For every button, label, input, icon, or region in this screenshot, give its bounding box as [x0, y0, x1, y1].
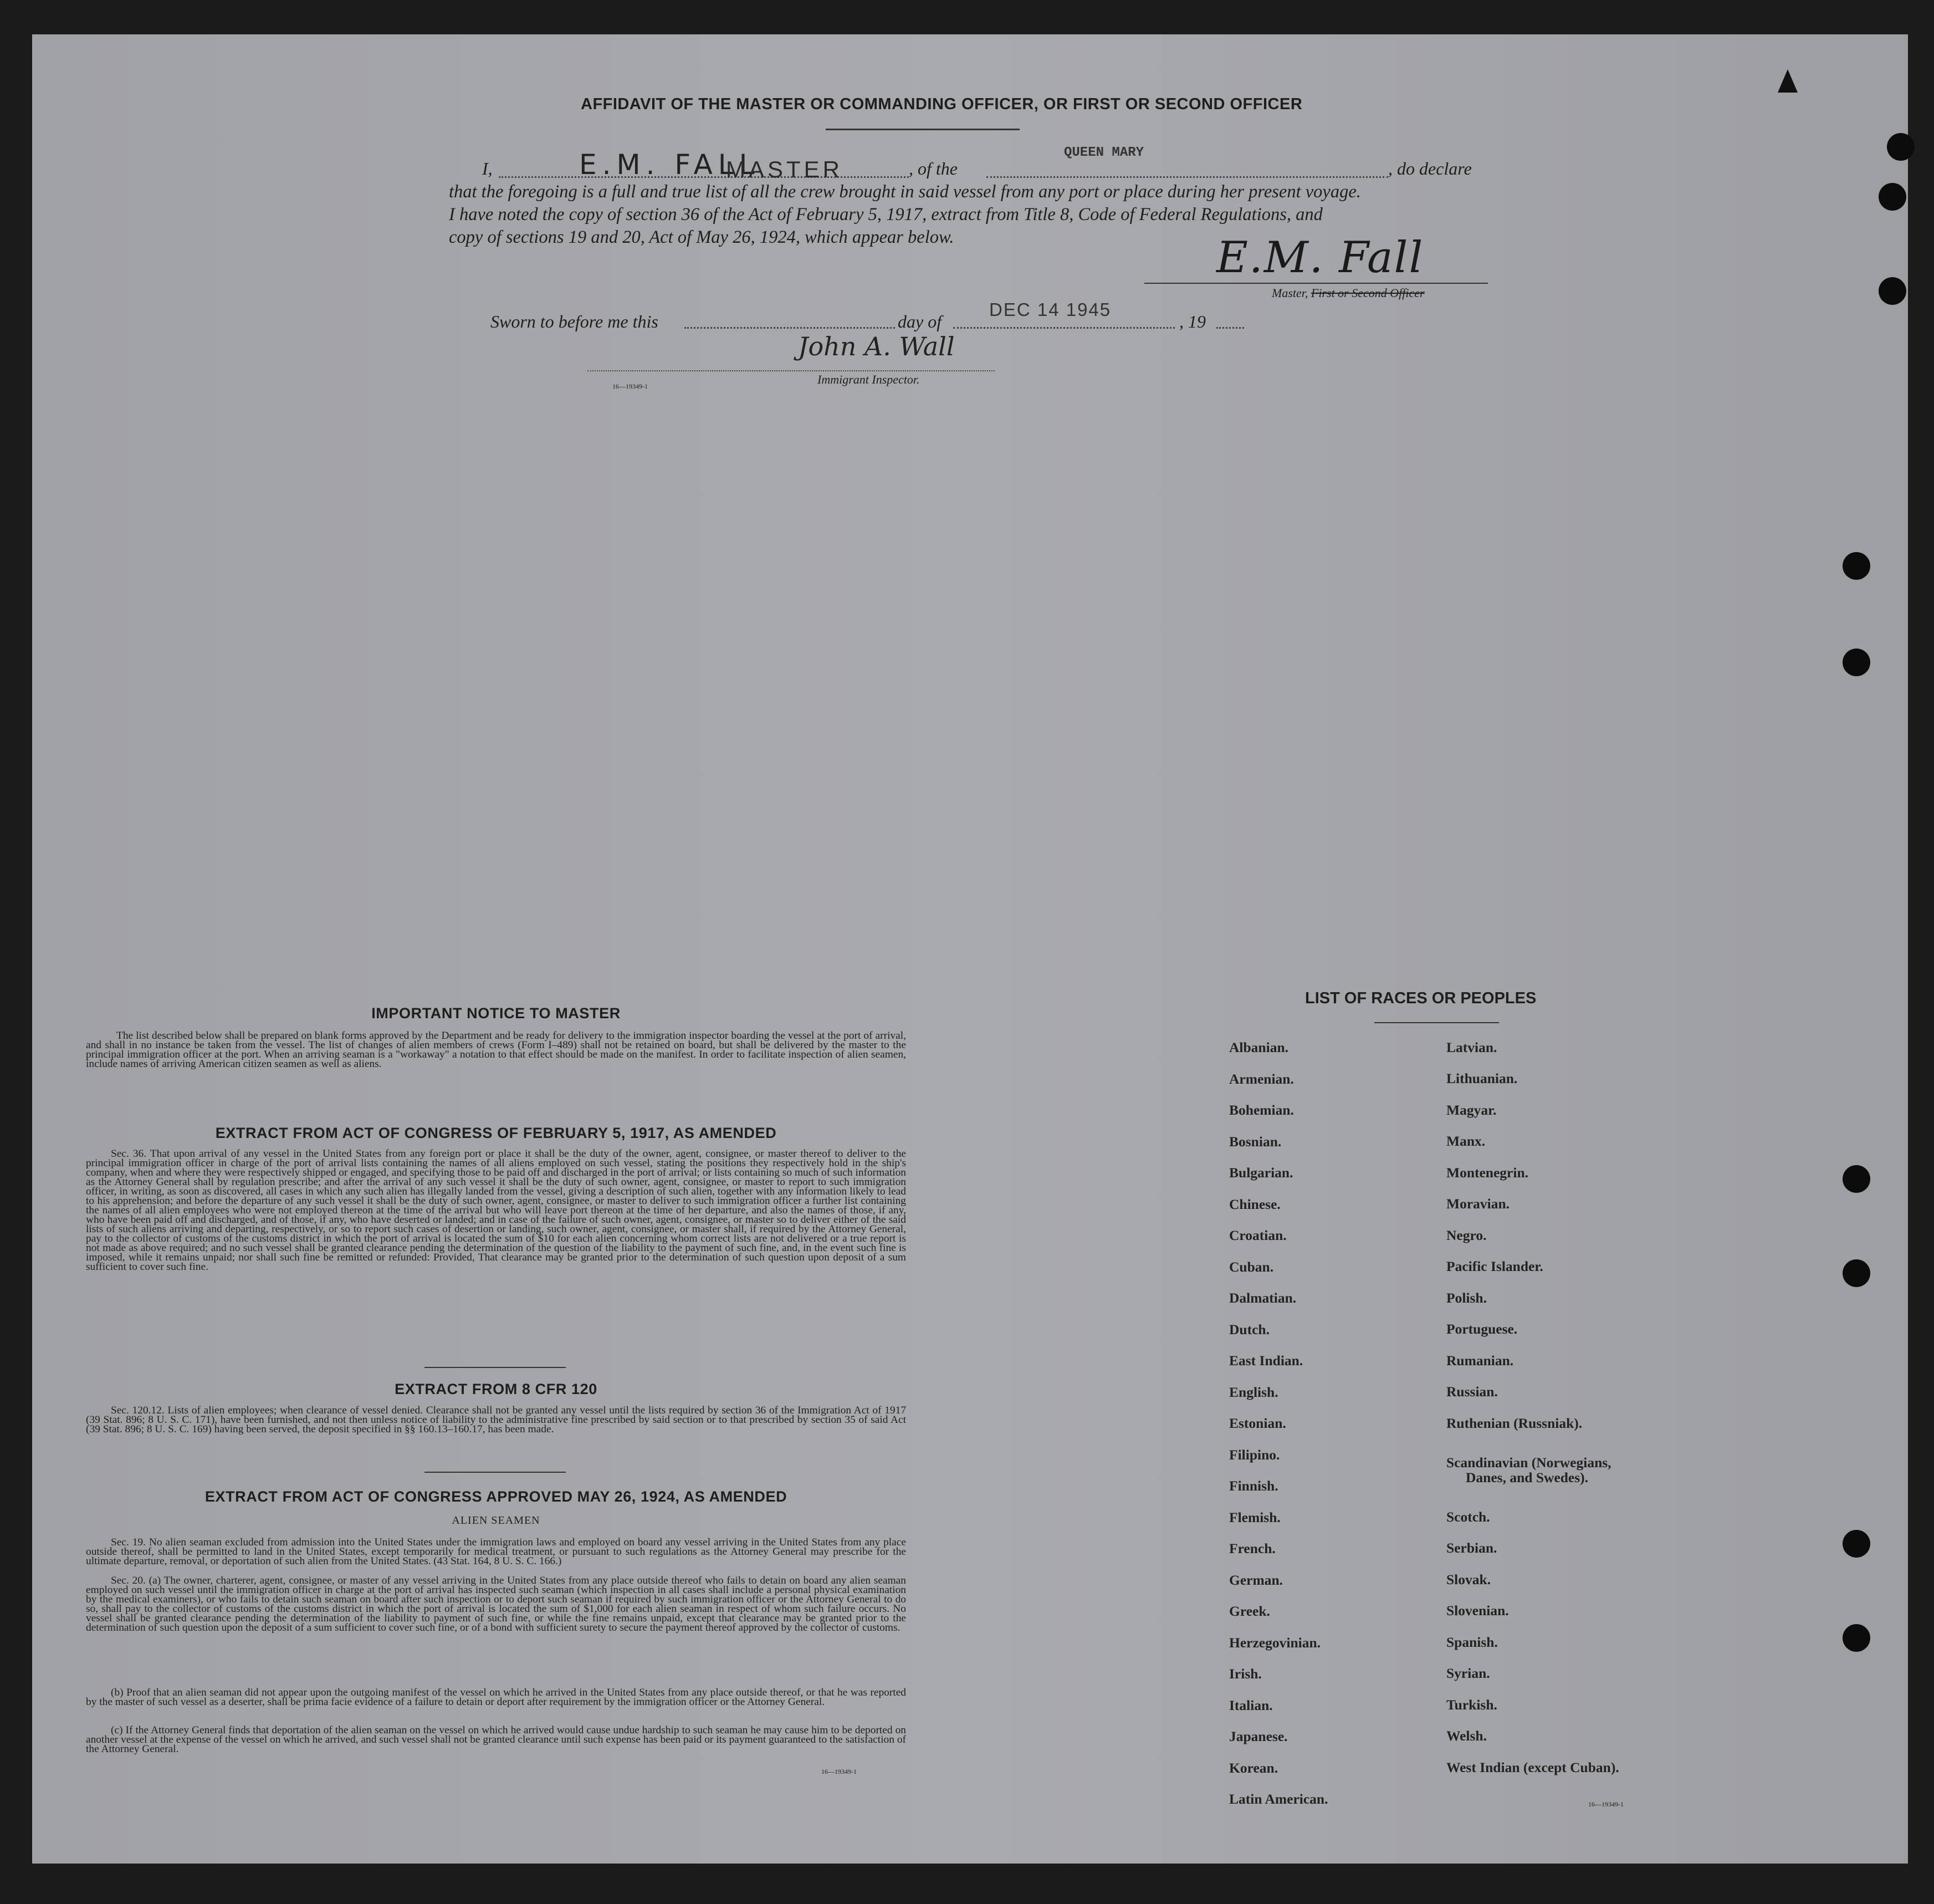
binder-hole — [1843, 1530, 1870, 1558]
extract-1924-sec20c: (c) If the Attorney General finds that deportation of the alien seaman on the vessel on which he arrived would cause undue hardship to such seaman he may cause him to be deported on another vessel at the expense of the vessel on which he arrived, and such vessel shall not be granted clearance until such expense has been paid or its payment guaranteed to the satisfaction of the Attorney General. — [86, 1724, 906, 1755]
vessel-name: QUEEN MARY — [1064, 145, 1144, 160]
race-item: German. — [1229, 1571, 1283, 1588]
race-item: Herzegovinian. — [1229, 1634, 1321, 1651]
race-item: East Indian. — [1229, 1352, 1303, 1369]
race-item: Latvian. — [1446, 1039, 1497, 1055]
binder-hole — [1879, 277, 1906, 305]
alien-seamen-subtitle: ALIEN SEAMEN — [452, 1514, 540, 1527]
race-item: Bohemian. — [1229, 1102, 1294, 1118]
sworn-prefix: Sworn to before me this — [490, 312, 658, 331]
race-item: Montenegrin. — [1446, 1165, 1529, 1181]
binder-hole — [1887, 133, 1915, 161]
race-item: Polish. — [1446, 1290, 1487, 1306]
race-item: Manx. — [1446, 1133, 1486, 1149]
affidavit-title: AFFIDAVIT OF THE MASTER OR COMMANDING OFFICER, OR FIRST OR SECOND OFFICER — [581, 95, 1303, 113]
race-item: Pacific Islander. — [1446, 1258, 1543, 1274]
race-item: Chinese. — [1229, 1196, 1281, 1212]
extract-1924-title: EXTRACT FROM ACT OF CONGRESS APPROVED MAY 26, 1924, AS AMENDED — [204, 1488, 787, 1505]
sworn-day-line — [684, 327, 895, 329]
race-item: West Indian (except Cuban). — [1446, 1759, 1619, 1775]
binder-hole — [1843, 1624, 1870, 1652]
sworn-day-of: day of — [898, 312, 942, 331]
races-divider — [1374, 1022, 1499, 1023]
extract-1924-sec20a: Sec. 20. (a) The owner, charterer, agent, consignee, or master of any vessel arriving in the United States from any place outside thereof who fails to detain on board any alien seaman employed on such vessel until the immigration officer in charge at the port of arrival has inspected such seaman (which inspection in all cases shall include a personal physical examination by the medical examiners), or who fails to detain such seaman on board after such inspection or to deport such seaman if required by such immigration officer or the Attorney General to do so, shall pay to the collector of customs of the customs district in which the port of arrival is located the sum of $1,000 for each alien seaman in respect of whom such failure occurs. No vessel shall be granted clearance pending the determination of the liability to payment of such fine, or while the fine remains unpaid, except that clearance may be granted prior to the determination of such question upon the deposit of a sum sufficient to cover such fine, or of a bond with sufficient surety to secure the payment thereof approved by the collector of customs. — [86, 1575, 906, 1634]
affidavit-of: , of the — [909, 159, 958, 178]
affidavit-line-2: that the foregoing is a full and true list of all the crew brought in said vessel from any port or place during her present voyage. — [449, 182, 1361, 202]
extract-cfr-title: EXTRACT FROM 8 CFR 120 — [395, 1381, 597, 1397]
race-item: Cuban. — [1229, 1258, 1274, 1275]
affidavit-line-3: I have noted the copy of section 36 of the Act of February 5, 1917, extract from Title 8, Code of Federal Regulations, and — [449, 205, 1323, 224]
race-item: Portuguese. — [1446, 1321, 1518, 1337]
race-item: Croatian. — [1229, 1227, 1287, 1243]
race-item: Danes, and Swedes). — [1466, 1469, 1589, 1486]
race-item: Slovak. — [1446, 1571, 1491, 1587]
section-divider — [424, 1472, 566, 1473]
signer-caption — [1272, 286, 1425, 300]
master-title: MASTER — [726, 156, 843, 182]
race-item: Estonian. — [1229, 1415, 1286, 1431]
race-item: Russian. — [1446, 1384, 1498, 1400]
race-item: Irish. — [1229, 1666, 1262, 1682]
race-item: Scotch. — [1446, 1509, 1490, 1525]
race-item: Ruthenian (Russniak). — [1446, 1415, 1583, 1431]
race-item: Armenian. — [1229, 1070, 1294, 1087]
vessel-line — [986, 176, 1388, 178]
affidavit-declare: , do declare — [1388, 159, 1472, 178]
race-item: French. — [1229, 1540, 1276, 1556]
race-item: Serbian. — [1446, 1540, 1497, 1556]
extract-1917-title: EXTRACT FROM ACT OF CONGRESS OF FEBRUARY 5, 1917, AS AMENDED — [215, 1125, 777, 1141]
inspector-caption: Immigrant Inspector. — [817, 372, 920, 386]
race-item: Welsh. — [1446, 1728, 1487, 1744]
race-item: Spanish. — [1446, 1634, 1498, 1650]
race-item: Japanese. — [1229, 1728, 1288, 1744]
race-item: Lithuanian. — [1446, 1070, 1518, 1086]
extract-form-number: 16—19349-1 — [821, 1768, 857, 1775]
affidavit-i: I, — [482, 159, 493, 178]
notice-title: IMPORTANT NOTICE TO MASTER — [371, 1005, 621, 1022]
race-item: Flemish. — [1229, 1509, 1281, 1525]
sworn-month-line — [953, 327, 1175, 329]
extract-cfr-body: Sec. 120.12. Lists of alien employees; when clearance of vessel denied. Clearance shall not be granted any vessel until the lists required by section 36 of the Immigration Act of 1917 (39 Stat. 896; 8 U. S. C. 171), have been furnished, and not then unless notice of liability to the administrative fine prescribed by said section or to that prescribed by section 35 of said Act (39 Stat. 896; 8 U. S. C. 169) having been served, the deposit specified in §§ 160.13–160.17, has been made. — [86, 1405, 906, 1435]
title-divider — [826, 129, 1020, 130]
race-item: Negro. — [1446, 1227, 1487, 1243]
race-item: Moravian. — [1446, 1196, 1510, 1212]
race-item: Korean. — [1229, 1759, 1278, 1776]
race-item: Italian. — [1229, 1697, 1273, 1713]
race-item: Slovenian. — [1446, 1602, 1509, 1619]
arrow-mark-icon — [1778, 69, 1798, 93]
signature-line — [1144, 283, 1488, 284]
sworn-year-line — [1216, 327, 1244, 329]
notice-body: The list described below shall be prepared on blank forms approved by the Department and be ready for delivery to the immigration inspector boarding the vessel at the port of arrival, and shall in no instance be taken from the vessel. The list of changes of alien members of crews (Form I–489) shall not be retained on board, but shall be delivered by the master to the principal immigration officer at the port. When an arriving seaman is a "workaway" a notation to that effect should be made on the manifest. In order to facilitate inspection of alien seamen, include names of arriving American citizen seamen as well as aliens. — [86, 1030, 906, 1070]
master-name: E.M. FALL — [579, 149, 760, 181]
race-item: Scandinavian (Norwegians, — [1446, 1454, 1611, 1471]
races-form-number: 16—19349-1 — [1588, 1800, 1624, 1808]
signer-caption-master: Master, — [1272, 286, 1308, 300]
binder-hole — [1843, 552, 1870, 580]
race-item: Dutch. — [1229, 1321, 1270, 1338]
binder-hole — [1879, 183, 1906, 211]
race-item: Albanian. — [1229, 1039, 1289, 1055]
race-item: Bulgarian. — [1229, 1165, 1293, 1181]
signer-caption-struck: First or Second Officer — [1311, 286, 1425, 300]
race-item: Magyar. — [1446, 1102, 1497, 1118]
extract-1917-body: Sec. 36. That upon arrival of any vessel in the United States from any foreign port or place it shall be the duty of the owner, agent, consignee, or master thereof to deliver to the principal immigration officer in charge of the port of arrival lists containing the names of all aliens employed on such vessel, stating the positions they respectively hold in the ship's company, when and where they were respectively shipped or engaged, and specifying those to be paid off and discharged in the port of arrival; or lists containing so much of such information as the Attorney General shall by regulation prescribe; and after the arrival of any such vessel it shall be the duty of such owner, agent, consignee, or master to report to such immigration officer, in writing, as soon as discovered, all cases in which any such alien has illegally landed from the vessel, giving a description of such alien, together with any information likely to lead to his apprehension; and before the departure of any such vessel it shall be the duty of such owner, agent, consignee, or master to deliver to such immigration officer a further list containing the names of all alien employees who were not employed thereon at the time of the arrival but who will leave port thereon at the time of her departure, and also the names of those, if any, who have been paid off and discharged, and of those, if any, who have deserted or landed; and in case of the failure of such owner, agent, consignee, or master so to deliver either of the said lists of such aliens arriving and departing, respectively, or so to report such cases of desertion or landing, such owner, agent, consignee, or master shall, if required by the Attorney General, pay to the collector of customs of the customs district in which the port of arrival is located the sum of $10 for each alien concerning whom correct lists are not delivered or a true report is not made as above required; and no such vessel shall be granted clearance pending the determination of the question of the liability to the payment of such fine, and, in the event such fine is imposed, while it remains unpaid; nor shall such fine be remitted or refunded: Provided, That clearance may be granted prior to the determination of such question upon deposit of a sum sufficient to cover such fine. — [86, 1148, 906, 1273]
race-item: Finnish. — [1229, 1478, 1278, 1494]
inspector-line — [587, 370, 995, 371]
master-signature: E.M. Fall — [1216, 233, 1424, 283]
race-item: Rumanian. — [1446, 1352, 1514, 1369]
race-item: Greek. — [1229, 1603, 1270, 1619]
extract-1924-sec20b: (b) Proof that an alien seaman did not appear upon the outgoing manifest of the vessel on which he arrived in the United States from any place outside thereof, or that he was reported by the master of such vessel as a deserter, shall be prima facie evidence of a failure to detain or deport after requirement by the immigration officer or the Attorney General. — [86, 1687, 906, 1708]
sworn-date-stamp: DEC 14 1945 — [989, 299, 1112, 320]
race-item: Syrian. — [1446, 1665, 1490, 1681]
races-title: LIST OF RACES OR PEOPLES — [1305, 989, 1537, 1007]
race-item: Latin American. — [1229, 1791, 1328, 1807]
race-item: Dalmatian. — [1229, 1290, 1297, 1306]
binder-hole — [1843, 1165, 1870, 1193]
binder-hole — [1843, 1259, 1870, 1287]
race-item: Bosnian. — [1229, 1133, 1282, 1150]
sworn-year: , 19 — [1179, 312, 1206, 331]
extract-1924-sec19: Sec. 19. No alien seaman excluded from admission into the United States under the immigration laws and employed on board any vessel arriving in the United States from any place outside thereof, shall be permitted to land in the United States, except temporarily for medical treatment, or pursuant to such regulations as the Attorney General may prescribe for the ultimate departure, removal, or deportation of such alien from the United States. (43 Stat. 164, 8 U. S. C. 166.) — [86, 1537, 906, 1567]
affidavit-line-4: copy of sections 19 and 20, Act of May 26, 1924, which appear below. — [449, 227, 954, 247]
race-item: Turkish. — [1446, 1697, 1497, 1713]
inspector-signature: John A. Wall — [798, 331, 955, 361]
section-divider — [424, 1367, 566, 1368]
binder-hole — [1843, 649, 1870, 676]
form-number: 16—19349-1 — [612, 382, 648, 390]
race-item: English. — [1229, 1384, 1278, 1400]
race-item: Filipino. — [1229, 1446, 1280, 1463]
